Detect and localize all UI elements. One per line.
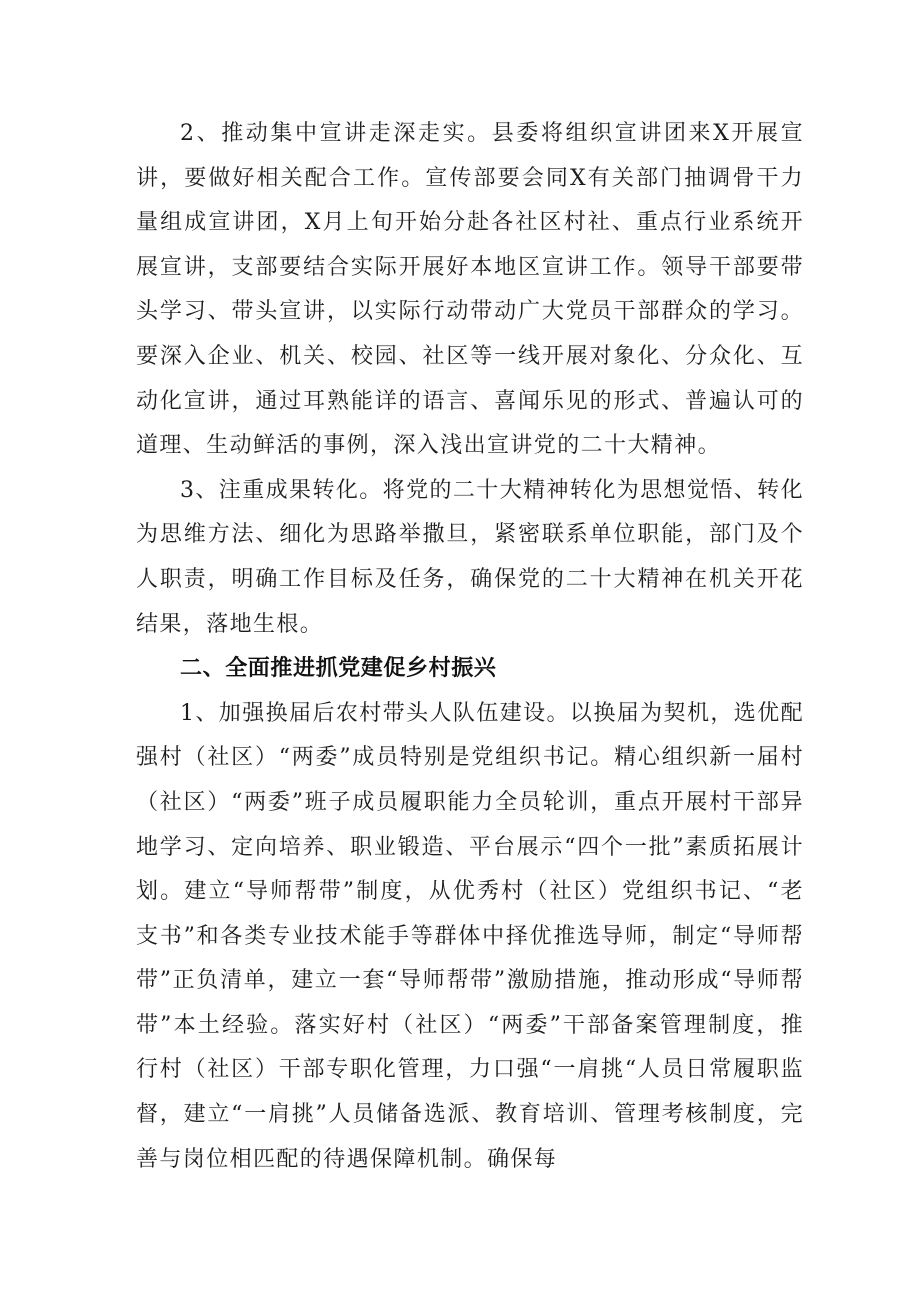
section-heading-2: 二、全面推进抓党建促乡村振兴 — [180, 656, 497, 682]
paragraph-item-2-1: 1、加强换届后农村带头人队伍建设。以换届为契机，选优配强村（社区）“两委”成员特别是党组织书记。精心组织新一届村（社区）“两委”班子成员履职能力全员轮训，重点开展村干部异地学习、定向培养、职业锻造、平台展示“四个一批”素质拓展计划。建立“导师帮带”制度，从优秀村（社区）党组织书记、“老支书”和各类专业技术能手等群体中择优推选导师，制定“导师帮带”正负清单，建立一套“导师帮带”激励措施，推动形成“导师帮带”本土经验。落实好村（社区）“两委”干部备案管理制度，推行村（社区）干部专职化管理，力口强“一肩挑“人员日常履职监督，建立“一肩挑”人员储备选派、教育培训、管理考核制度，完善与岗位相匹配的待遇保障机制。确保每 — [136, 700, 804, 1172]
document-body — [136, 112, 804, 1182]
paragraph-item-2: 2、推动集中宣讲走深走实。县委将组织宣讲团来X开展宣讲，要做好相关配合工作。宣传部要会同X有关部门抽调骨干力量组成宣讲团，X月上旬开始分赴各社区村社、重点行业系统开展宣讲，支部要结合实际开展好本地区宣讲工作。领导干部要带头学习、带头宣讲，以实际行动带动广大党员干部群众的学习。要深入企业、机关、校园、社区等一线开展对象化、分众化、互动化宣讲，通过耳熟能详的语言、喜闻乐见的形式、普遍认可的道理、生动鲜活的事例，深入浅出宣讲党的二十大精神。 — [136, 121, 804, 459]
paragraph-item-3: 3、注重成果转化。将党的二十大精神转化为思想觉悟、转化为思维方法、细化为思路举撒旦，紧密联系单位职能，部门及个人职责，明确工作目标及任务，确保党的二十大精神在机关开花结果，落地生根。 — [136, 477, 804, 637]
